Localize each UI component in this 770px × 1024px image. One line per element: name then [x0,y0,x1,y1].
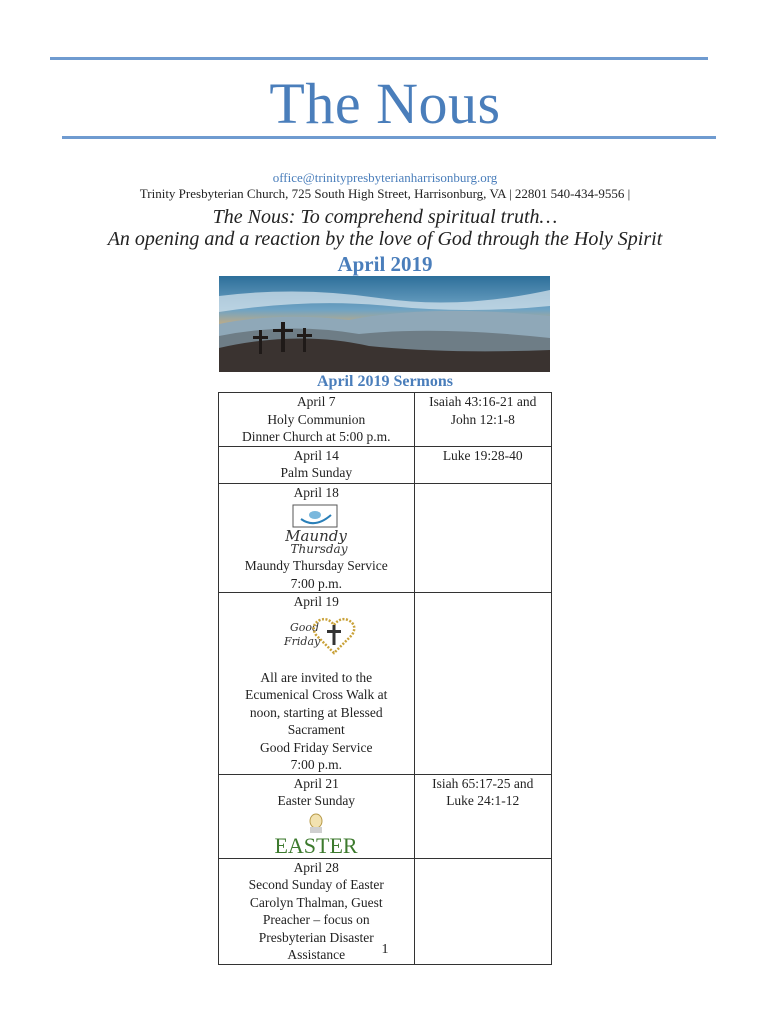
maundy-thursday-logo-icon [271,503,361,555]
good-friday-cross-heart-icon [268,613,364,657]
contact-email[interactable]: office@trinitypresbyterianharrisonburg.org [272,170,498,185]
cell-line: April 19 [293,594,339,609]
table-row [219,393,552,447]
cell-line: Easter Sunday [277,793,356,808]
easter-logo-icon [274,812,358,858]
scripture-cell [414,774,551,858]
table-row [219,483,552,593]
cell-line: Dinner Church at 5:00 p.m. [242,429,391,444]
scripture-cell [414,483,551,593]
contact-address: Trinity Presbyterian Church, 725 South High Street, Harrisonburg, VA | 22801 540-434-9556 | [139,186,631,201]
scripture-line: Isaiah 43:16-21 and [429,394,537,409]
scripture-cell [414,393,551,447]
sermons-title: April 2019 Sermons [317,373,453,390]
cell-line: Carolyn Thalman, Guest [249,894,383,910]
cell-line: April 28 [293,859,339,875]
table-row [219,446,552,483]
cell-line: 7:00 p.m. [290,757,342,772]
scripture-cell [414,446,551,483]
cell-line: Maundy Thursday Service [244,558,388,573]
sermon-date-cell [219,446,415,483]
table-row [219,774,552,858]
masthead-rule [62,136,716,139]
scripture-line: John 12:1-8 [450,411,515,427]
cell-line: All are invited to the [260,669,373,685]
cell-line: 7:00 p.m. [290,575,342,591]
issue-date: April 2019 [337,252,433,276]
sermon-date-cell [219,393,415,447]
top-rule [50,57,708,60]
sermons-table [218,392,552,965]
cell-line: Presbyterian Disaster [258,929,374,945]
cell-line: Palm Sunday [280,465,353,480]
cell-line: April 7 [296,394,336,409]
svg-text:Thursday: Thursday [290,542,348,556]
cell-line: April 21 [293,775,339,791]
cell-line: Second Sunday of Easter [248,877,384,892]
page-number: 1 [381,942,389,957]
sermon-date-cell [219,483,415,593]
scripture-line: Isiah 65:17-25 and [432,775,534,791]
cell-line: Sacrament [287,722,345,737]
svg-text:EASTER: EASTER [274,832,358,858]
svg-text:Maundy: Maundy [285,527,348,545]
three-crosses-banner-image [219,276,550,372]
cell-line: Ecumenical Cross Walk at [245,687,388,702]
tagline-line-2: An opening and a reaction by the love of God through the Holy Spirit [107,228,663,250]
masthead-title: The Nous [269,71,501,136]
table-row [219,593,552,775]
cell-line: Holy Communion [267,411,366,427]
cell-line: Assistance [287,947,346,962]
cell-line: Preacher – focus on [262,912,370,927]
sermon-date-cell [219,593,415,775]
scripture-line: Luke 19:28-40 [442,447,523,463]
cell-line: April 14 [293,447,339,463]
svg-text:Good: Good [290,620,320,634]
svg-text:Friday: Friday [284,634,321,648]
scripture-cell [414,593,551,775]
cell-line: noon, starting at Blessed [249,704,383,720]
cell-line: April 18 [293,484,339,500]
sermon-date-cell [219,774,415,858]
tagline-line-1: The Nous: To comprehend spiritual truth… [212,206,558,228]
cell-line: Good Friday Service [260,739,373,755]
scripture-line: Luke 24:1-12 [446,793,520,808]
